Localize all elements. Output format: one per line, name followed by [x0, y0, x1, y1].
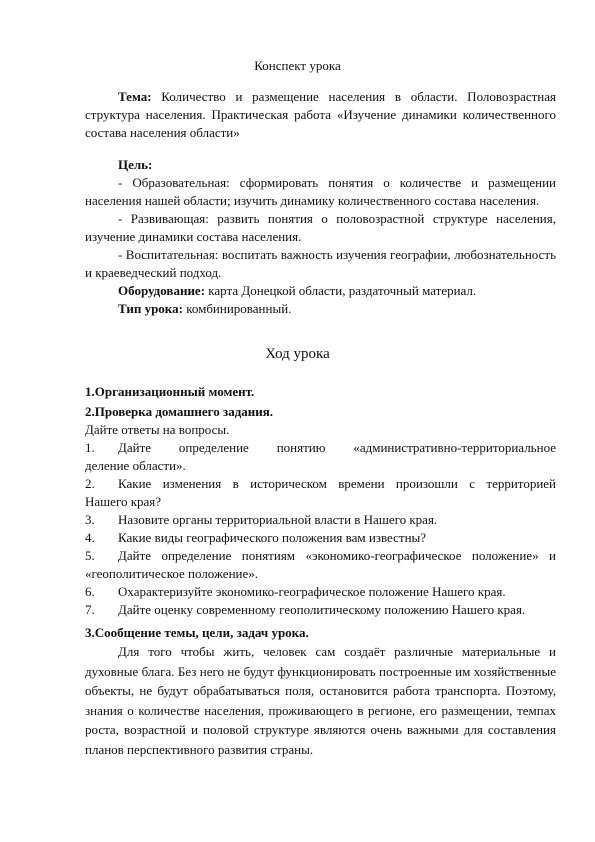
- goal-item-upbringing: - Воспитательная: воспитать важность изучения географии, любознательность и краеведческий подход.: [85, 247, 556, 280]
- question-text: Дайте определение понятиям «экономико-географическое положение» и: [118, 548, 556, 563]
- question-text: Назовите органы территориальной власти в Нашего края.: [118, 512, 438, 527]
- question-text: Охарактеризуйте экономико-географическое положение Нашего края.: [118, 584, 506, 599]
- question-text: Какие изменения в историческом времени произошли с территорией: [118, 476, 556, 491]
- question-item: [85, 511, 556, 529]
- topic-block: [85, 88, 556, 142]
- question-item: [85, 547, 556, 583]
- goal-label: Цель:: [118, 157, 153, 172]
- document-title: Конспект урока: [254, 58, 341, 73]
- question-text: Дайте оценку современному геополитическому положению Нашего края.: [118, 602, 526, 617]
- section-topic-goals: 3.Сообщение темы, цели, задач урока.: [85, 625, 309, 640]
- question-number: 4.: [85, 530, 95, 545]
- lesson-type-label: Тип урока:: [118, 301, 183, 316]
- question-text-continued: деление области».: [85, 458, 186, 473]
- question-number: 1.: [85, 440, 95, 455]
- goal-block: [85, 156, 556, 318]
- question-number: 5.: [85, 548, 95, 563]
- topic-label: Тема:: [118, 89, 152, 104]
- question-number: 3.: [85, 512, 95, 527]
- section-org-moment: 1.Организационный момент.: [85, 384, 255, 399]
- course-heading: Ход урока: [265, 346, 330, 362]
- question-item: [85, 529, 556, 547]
- sections-block: [85, 383, 556, 619]
- question-number: 2.: [85, 476, 95, 491]
- question-text: Какие виды географического положения вам известны?: [118, 530, 427, 545]
- question-item: [85, 475, 556, 511]
- section-homework-check: 2.Проверка домашнего задания.: [85, 404, 274, 419]
- question-text-continued: Нашего края?: [85, 494, 162, 509]
- questions-list: [85, 439, 556, 619]
- question-number: 7.: [85, 602, 95, 617]
- section3-paragraph: Для того чтобы жить, человек сам создаёт различные материальные и духовные блага. Без него не будут функционировать построенные им хозяйственные объекты, не будут обрабатываться поля, остановится работа транспорта. Поэтому, знания о количестве населения, проживающего в регионе, его размещении, темпах роста, возрастной и половой структуре являются очень важными для составления планов перспективного развития страны.: [85, 644, 556, 757]
- topic-text: Количество и размещение населения в области. Половозрастная структура населения. Практическая работа «Изучение динамики количественного состава населения области»: [85, 89, 556, 140]
- question-text-continued: «геополитическое положение».: [85, 566, 258, 581]
- question-item: [85, 583, 556, 601]
- equipment-text: карта Донецкой области, раздаточный материал.: [208, 283, 477, 298]
- lesson-type-text: комбинированный.: [186, 301, 292, 316]
- question-item: [85, 601, 556, 619]
- goal-item-developing: - Развивающая: развить понятия о половозрастной структуре населения, изучение динамики состава населения.: [85, 211, 556, 244]
- equipment-label: Оборудование:: [118, 283, 206, 298]
- question-number: 6.: [85, 584, 95, 599]
- goal-item-educational: - Образовательная: сформировать понятия о количестве и размещении населения нашей области; изучить динамику количественного состава населения.: [85, 175, 556, 208]
- section3-block: [85, 624, 556, 759]
- question-text: Дайте определение понятию «административно-территориальное: [118, 440, 556, 455]
- questions-intro: Дайте ответы на вопросы.: [85, 422, 230, 437]
- question-item: [85, 439, 556, 475]
